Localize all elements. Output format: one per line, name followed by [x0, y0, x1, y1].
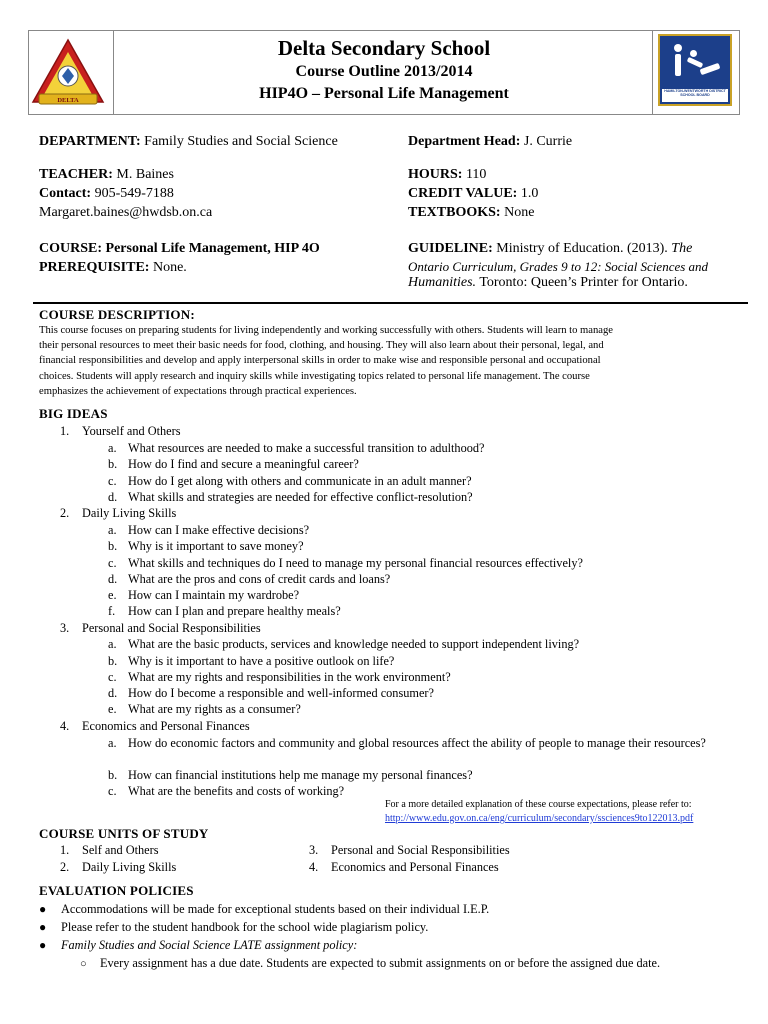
unit-number: 1.: [60, 843, 70, 857]
group-title: Yourself and Others: [82, 424, 181, 438]
big-idea-item: [108, 457, 359, 472]
unit-item: [60, 860, 176, 875]
item-text: Why is it important to save money?: [128, 539, 304, 553]
item-letter: c.: [108, 474, 117, 488]
guideline-publisher-line: [408, 274, 688, 291]
guideline-label: GUIDELINE:: [408, 241, 493, 256]
item-text: What resources are needed to make a successful transition to adulthood?: [128, 441, 485, 455]
item-letter: a.: [108, 441, 117, 455]
email-text: Margaret.baines@hwdsb.on.ca: [39, 205, 213, 220]
item-text: How do I become a responsible and well-informed consumer?: [128, 686, 434, 700]
item-text: What are the basic products, services and knowledge needed to support independent living?: [128, 637, 580, 651]
item-letter: b.: [108, 539, 118, 553]
unit-title: Economics and Personal Finances: [331, 860, 499, 874]
evaluation-bullet: [39, 938, 357, 953]
bullet-text: Family Studies and Social Science LATE assignment policy:: [61, 938, 358, 952]
big-idea-item: [108, 490, 473, 505]
header-border-top: [28, 30, 740, 31]
sub-bullet-text: Every assignment has a due date. Students are expected to submit assignments on or before the assigned due date.: [100, 956, 661, 970]
unit-item: [309, 843, 510, 858]
unit-title: Daily Living Skills: [82, 860, 177, 874]
group-number: 2.: [60, 506, 70, 520]
big-idea-item: [108, 768, 473, 783]
board-logo-text: HAMILTON-WENTWORTH DISTRICT SCHOOL BOARD: [662, 89, 728, 102]
guideline-title-line: [408, 258, 708, 275]
big-idea-item: [108, 784, 344, 799]
big-idea-item: [108, 686, 434, 701]
prerequisite-value: None.: [152, 260, 187, 275]
unit-item: [309, 860, 499, 875]
school-title: Delta Secondary School: [277, 36, 491, 60]
dept-head-value: J. Currie: [523, 134, 573, 149]
evaluation-bullet: [39, 902, 489, 917]
textbooks-line: [408, 204, 534, 221]
prerequisite-label: PREREQUISITE:: [39, 260, 150, 275]
course-label: COURSE:: [39, 241, 103, 256]
department-label: DEPARTMENT:: [39, 134, 141, 149]
evaluation-heading: EVALUATION POLICIES: [39, 883, 194, 898]
course-value: Personal Life Management, HIP 4O: [105, 241, 320, 256]
department-line: [39, 133, 338, 150]
guideline-title-cont: Ontario Curriculum, Grades 9 to 12: Social Sciences and: [408, 259, 709, 274]
item-letter: b.: [108, 768, 118, 782]
item-text: What are the pros and cons of credit cards and loans?: [128, 572, 391, 586]
reference-note: For a more detailed explanation of these course expectations, please refer to:: [385, 799, 692, 810]
unit-title: Personal and Social Responsibilities: [331, 843, 510, 857]
bullet-icon: ●: [39, 920, 47, 934]
textbooks-value: None: [504, 205, 535, 220]
big-idea-item: [108, 670, 451, 685]
credit-line: [408, 185, 538, 202]
dept-head-label: Department Head:: [408, 134, 521, 149]
teacher-label: TEACHER:: [39, 167, 113, 182]
big-idea-item: [108, 523, 309, 538]
big-idea-group: [60, 719, 250, 734]
item-text: How can I maintain my wardrobe?: [128, 588, 300, 602]
item-letter: a.: [108, 523, 117, 537]
big-idea-item: [108, 702, 301, 717]
section-divider-rule: [33, 302, 748, 304]
course-description-text: [39, 323, 739, 399]
big-idea-group: [60, 424, 180, 439]
item-text: What skills and strategies are needed for effective conflict-resolution?: [128, 490, 473, 504]
big-idea-item: [108, 556, 583, 571]
crest-motto-text: DELTA: [57, 97, 79, 104]
group-number: 3.: [60, 621, 70, 635]
description-line: emphasizes the achievement of expectations through practical experiences.: [39, 385, 357, 397]
item-text: How can I plan and prepare healthy meals?: [128, 604, 341, 618]
item-text: How can financial institutions help me manage my personal finances?: [128, 768, 473, 782]
item-text: How do I get along with others and communicate in an adult manner?: [128, 474, 472, 488]
item-text: What skills and techniques do I need to manage my personal financial resources effectively?: [128, 556, 583, 570]
big-idea-group: [60, 506, 176, 521]
textbooks-label: TEXTBOOKS:: [408, 205, 501, 220]
big-idea-item: [108, 604, 341, 619]
prerequisite-line: [39, 259, 187, 276]
group-title: Daily Living Skills: [82, 506, 177, 520]
bullet-icon: ●: [39, 938, 47, 952]
big-ideas-heading: BIG IDEAS: [39, 406, 108, 421]
group-number: 1.: [60, 424, 70, 438]
header-border-bottom: [28, 114, 740, 115]
course-units-heading: COURSE UNITS OF STUDY: [39, 826, 209, 841]
item-letter: e.: [108, 702, 117, 716]
big-idea-item: [108, 735, 728, 752]
credit-label: CREDIT VALUE:: [408, 186, 518, 201]
bullet-text: Please refer to the student handbook for the school wide plagiarism policy.: [61, 920, 429, 934]
item-letter: b.: [108, 654, 118, 668]
item-letter: d.: [108, 490, 118, 504]
item-letter: d.: [108, 686, 118, 700]
hours-value: 110: [465, 167, 487, 182]
big-idea-item: [108, 572, 390, 587]
item-text: What are the benefits and costs of working?: [128, 784, 345, 798]
contact-line: [39, 185, 174, 202]
item-text: How do I find and secure a meaningful career?: [128, 457, 359, 471]
big-idea-group: [60, 621, 261, 636]
description-line: choices. Students will apply research and inquiry skills while investigating topics related to personal life management. The course: [39, 370, 590, 382]
guideline-line: [408, 240, 733, 257]
group-title: Economics and Personal Finances: [82, 719, 250, 733]
unit-title: Self and Others: [82, 843, 159, 857]
guideline-publisher: Toronto: Queen’s Printer for Ontario.: [479, 275, 688, 290]
item-text: What are my rights and responsibilities in the work environment?: [128, 670, 451, 684]
big-idea-item: [108, 474, 472, 489]
item-text: What are my rights as a consumer?: [128, 702, 301, 716]
description-line: financial responsibilities and develop and apply interpersonal skills in order to make wise and responsible personal and occupational: [39, 355, 601, 367]
big-idea-item: [108, 637, 579, 652]
group-title: Personal and Social Responsibilities: [82, 621, 261, 635]
hollow-bullet-icon: ○: [80, 958, 87, 970]
big-idea-item: [108, 441, 484, 456]
bullet-text: Accommodations will be made for exceptional students based on their individual I.E.P.: [61, 902, 490, 916]
contact-value: 905-549-7188: [94, 186, 174, 201]
item-letter: c.: [108, 670, 117, 684]
guideline-title-end: Humanities.: [408, 275, 477, 290]
group-number: 4.: [60, 719, 70, 733]
unit-number: 2.: [60, 860, 70, 874]
course-subtitle: HIP4O – Personal Life Management: [259, 85, 509, 102]
evaluation-bullet: [39, 920, 428, 935]
item-text: How can I make effective decisions?: [128, 523, 310, 537]
teacher-line: [39, 166, 174, 183]
item-letter: c.: [108, 556, 117, 570]
guideline-title-start: The: [671, 241, 693, 256]
item-letter: a.: [108, 736, 117, 750]
unit-number: 3.: [309, 843, 319, 857]
item-text: Why is it important to have a positive outlook on life?: [128, 654, 395, 668]
unit-item: [60, 843, 159, 858]
item-letter: b.: [108, 457, 118, 471]
description-line: This course focuses on preparing students for living independently and working successfully with others. Students will learn to manage: [39, 325, 614, 336]
teacher-value: M. Baines: [116, 167, 174, 182]
big-idea-item: [108, 588, 299, 603]
curriculum-link[interactable]: http://www.edu.gov.on.ca/eng/curriculum/secondary/ssciences9to122013.pdf: [385, 813, 694, 824]
hours-label: HOURS:: [408, 167, 463, 182]
bullet-icon: ●: [39, 902, 47, 916]
item-letter: c.: [108, 784, 117, 798]
course-line: [39, 240, 320, 257]
item-text: How do economic factors and community and global resources affect the ability of people to manage their resources?: [128, 736, 706, 750]
description-line: their personal resources to meet their basic needs for food, clothing, and housing. They will also learn about their personal, legal, and: [39, 340, 604, 352]
department-value: Family Studies and Social Science: [144, 134, 338, 149]
guideline-source: Ministry of Education. (2013).: [496, 241, 668, 256]
item-letter: e.: [108, 588, 117, 602]
item-letter: a.: [108, 637, 117, 651]
evaluation-sub-bullet: [80, 956, 660, 971]
outline-subtitle: Course Outline 2013/2014: [295, 63, 473, 80]
course-description-heading: COURSE DESCRIPTION:: [39, 307, 195, 322]
item-letter: f.: [108, 604, 116, 618]
hours-line: [408, 166, 486, 183]
unit-number: 4.: [309, 860, 319, 874]
dept-head-line: [408, 133, 572, 150]
item-letter: d.: [108, 572, 118, 586]
contact-label: Contact:: [39, 186, 92, 201]
big-idea-item: [108, 654, 394, 669]
credit-value: 1.0: [520, 186, 539, 201]
big-idea-item: [108, 539, 304, 554]
